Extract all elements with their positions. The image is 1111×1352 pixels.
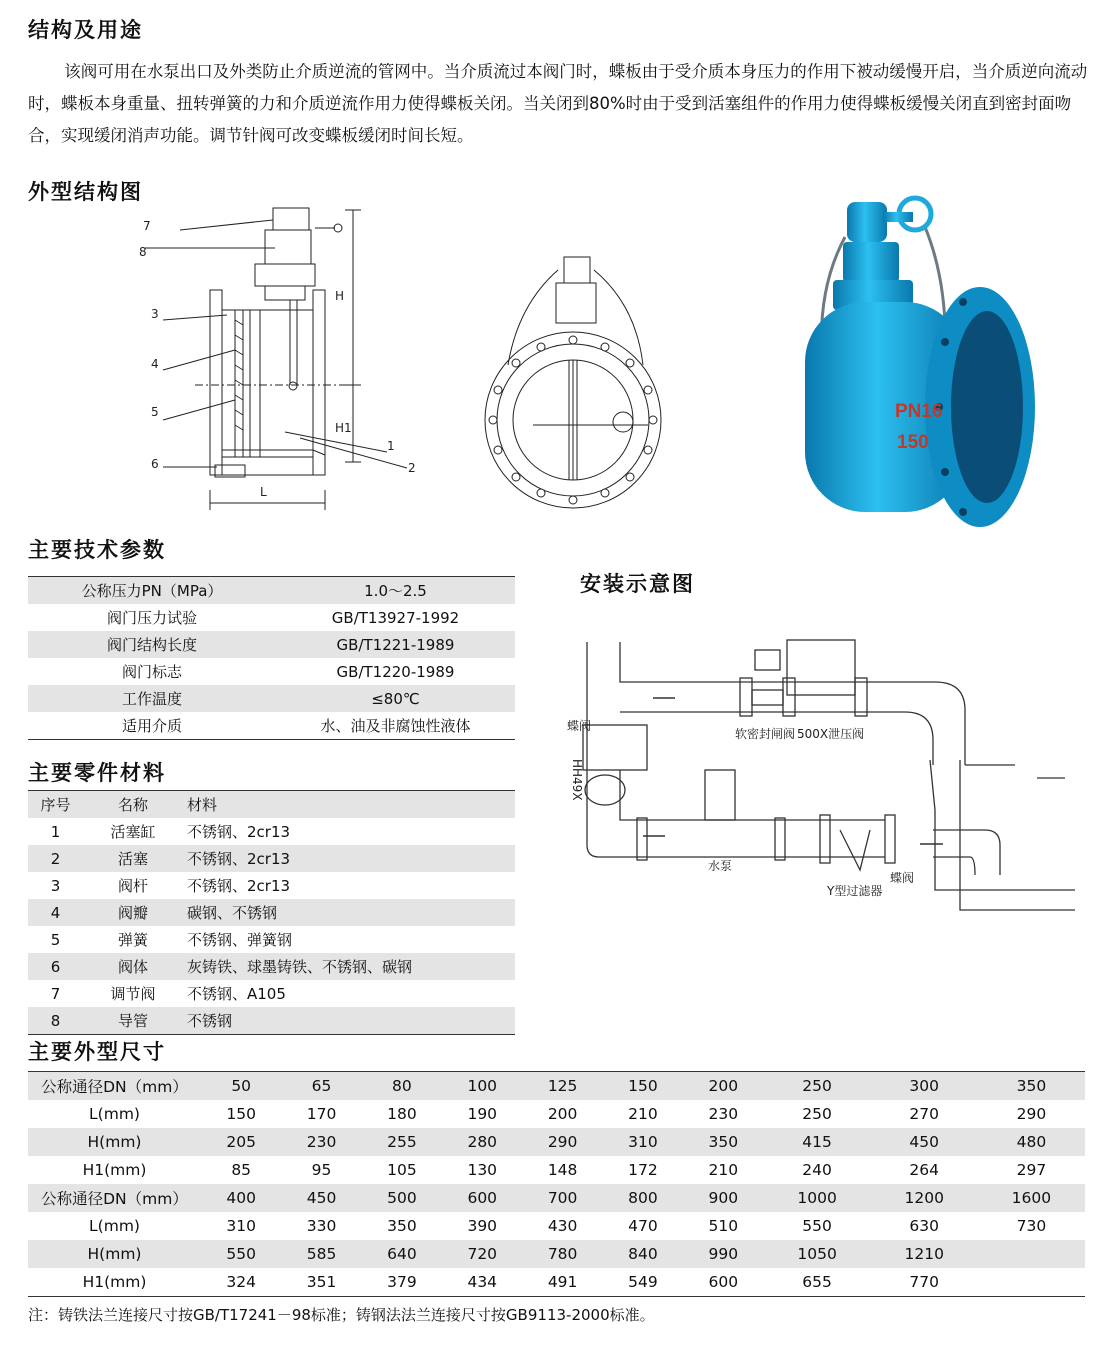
cell-no: 7 bbox=[50, 984, 61, 1003]
dim-cell: 700 bbox=[522, 1184, 602, 1212]
side-section-drawing bbox=[135, 200, 416, 515]
column-header: 名称 bbox=[83, 791, 183, 819]
dim-cell: 730 bbox=[1016, 1217, 1047, 1235]
table-row bbox=[28, 872, 515, 899]
heading-materials: 主要零件材料 bbox=[28, 760, 166, 785]
part-label-5: 5 bbox=[151, 405, 159, 419]
tech-params-table bbox=[28, 576, 515, 740]
dim-cell: 180 bbox=[387, 1105, 417, 1123]
dim-cell: 240 bbox=[802, 1161, 832, 1179]
heading-purpose: 结构及用途 bbox=[28, 17, 143, 42]
dim-cell: 800 bbox=[603, 1184, 683, 1212]
dim-cell: 130 bbox=[467, 1161, 498, 1179]
dim-cell: 350 bbox=[978, 1072, 1085, 1101]
param-value: ≤80℃ bbox=[276, 685, 515, 712]
dim-cell: 990 bbox=[683, 1240, 763, 1268]
valve-pn-mark: PN16 bbox=[895, 401, 943, 422]
dim-cell: 450 bbox=[281, 1184, 361, 1212]
table-row bbox=[28, 818, 515, 845]
intro-text bbox=[28, 56, 1098, 152]
valve-product-image bbox=[785, 192, 1035, 537]
dim-cell: 100 bbox=[442, 1072, 522, 1101]
row-label: L(mm) bbox=[89, 1105, 140, 1123]
row-label: 公称通径DN（mm） bbox=[28, 1184, 201, 1212]
label-pump: 水泵 bbox=[708, 859, 733, 873]
dim-cell: 95 bbox=[311, 1161, 332, 1179]
table-row bbox=[28, 899, 515, 926]
dim-cell: 600 bbox=[442, 1184, 522, 1212]
dim-label-h1: H1 bbox=[335, 421, 352, 435]
dim-cell: 510 bbox=[708, 1217, 739, 1235]
param-value: GB/T1221-1989 bbox=[276, 631, 515, 658]
label-butterfly-right: 蝶阀 bbox=[890, 871, 915, 885]
table-row bbox=[28, 604, 515, 631]
dim-cell: 350 bbox=[387, 1217, 417, 1235]
dim-cell: 200 bbox=[683, 1072, 763, 1101]
cell-name: 活塞 bbox=[83, 845, 183, 872]
dim-cell: 379 bbox=[387, 1273, 417, 1291]
dim-cell: 351 bbox=[306, 1273, 337, 1291]
column-header: 序号 bbox=[28, 791, 83, 819]
dim-cell: 500 bbox=[362, 1184, 442, 1212]
dim-cell: 250 bbox=[802, 1105, 832, 1123]
cell-material: 灰铸铁、球墨铸铁、不锈钢、碳钢 bbox=[183, 953, 515, 980]
footnote: 注：铸铁法兰连接尺寸按GB/T17241－98标准；铸钢法法兰连接尺寸按GB9113-2000标准。 bbox=[28, 1306, 655, 1324]
dim-cell: 170 bbox=[306, 1105, 337, 1123]
dim-cell: 50 bbox=[201, 1072, 281, 1101]
dim-cell: 1210 bbox=[871, 1240, 978, 1268]
dim-cell: 230 bbox=[281, 1128, 361, 1156]
label-model: HH49X bbox=[570, 759, 584, 801]
part-label-8: 8 bbox=[139, 245, 147, 259]
dim-cell: 655 bbox=[802, 1273, 832, 1291]
dim-cell: 480 bbox=[978, 1128, 1085, 1156]
table-row bbox=[28, 980, 515, 1007]
cell-name: 阀瓣 bbox=[83, 899, 183, 926]
cell-name: 活塞缸 bbox=[110, 823, 156, 841]
heading-params: 主要技术参数 bbox=[28, 537, 166, 562]
dim-cell: 85 bbox=[231, 1161, 252, 1179]
part-label-2: 2 bbox=[408, 461, 416, 475]
dim-cell: 205 bbox=[201, 1128, 281, 1156]
cell-material: 不锈钢、A105 bbox=[187, 985, 286, 1003]
dim-cell: 324 bbox=[226, 1273, 256, 1291]
param-name: 适用介质 bbox=[121, 717, 182, 735]
table-row bbox=[28, 1007, 515, 1035]
dim-cell: 125 bbox=[522, 1072, 602, 1101]
dim-label-h: H bbox=[335, 289, 345, 303]
part-label-3: 3 bbox=[151, 307, 159, 321]
table-row bbox=[28, 1240, 1085, 1268]
cell-material: 不锈钢、2cr13 bbox=[183, 845, 515, 872]
column-header: 材料 bbox=[183, 791, 515, 819]
heading-structure: 外型结构图 bbox=[28, 179, 143, 204]
materials-table bbox=[28, 790, 515, 1035]
dim-cell: 148 bbox=[547, 1161, 578, 1179]
dim-cell: 430 bbox=[547, 1217, 578, 1235]
table-row bbox=[28, 685, 515, 712]
cell-no: 6 bbox=[28, 953, 83, 980]
table-row bbox=[28, 845, 515, 872]
dim-cell: 720 bbox=[442, 1240, 522, 1268]
table-row bbox=[28, 1268, 1085, 1297]
dim-cell: 255 bbox=[362, 1128, 442, 1156]
cell-no: 8 bbox=[28, 1007, 83, 1035]
dim-cell: 105 bbox=[387, 1161, 417, 1179]
table-row bbox=[28, 712, 515, 740]
dim-cell: 900 bbox=[683, 1184, 763, 1212]
dim-cell: 1000 bbox=[764, 1184, 871, 1212]
dim-cell: 1050 bbox=[764, 1240, 871, 1268]
cell-material: 碳钢、不锈钢 bbox=[183, 899, 515, 926]
cell-name: 调节阀 bbox=[110, 985, 156, 1003]
dim-cell: 640 bbox=[362, 1240, 442, 1268]
dim-cell: 550 bbox=[802, 1217, 832, 1235]
dim-cell: 470 bbox=[628, 1217, 658, 1235]
dimensions-table bbox=[28, 1071, 1085, 1297]
dim-cell: 630 bbox=[909, 1217, 940, 1235]
dim-cell: 585 bbox=[281, 1240, 361, 1268]
dim-cell: 550 bbox=[201, 1240, 281, 1268]
dim-cell: 1600 bbox=[978, 1184, 1085, 1212]
part-label-6: 6 bbox=[151, 457, 159, 471]
dim-cell: 390 bbox=[467, 1217, 498, 1235]
dim-cell: 150 bbox=[603, 1072, 683, 1101]
param-name: 工作温度 bbox=[28, 685, 276, 712]
table-row bbox=[28, 926, 515, 953]
cell-no: 3 bbox=[50, 876, 61, 895]
dim-cell: 450 bbox=[871, 1128, 978, 1156]
dim-cell: 230 bbox=[708, 1105, 739, 1123]
dim-label-l: L bbox=[260, 485, 267, 499]
dim-cell: 840 bbox=[603, 1240, 683, 1268]
dim-cell: 65 bbox=[281, 1072, 361, 1101]
dim-cell: 310 bbox=[603, 1128, 683, 1156]
row-label: H(mm) bbox=[28, 1128, 201, 1156]
dim-cell: 310 bbox=[226, 1217, 256, 1235]
param-value: GB/T13927-1992 bbox=[331, 608, 460, 627]
dim-cell: 350 bbox=[683, 1128, 763, 1156]
dim-cell: 250 bbox=[764, 1072, 871, 1101]
param-name: 阀门压力试验 bbox=[106, 609, 197, 627]
dim-cell: 434 bbox=[467, 1273, 498, 1291]
valve-dn-mark: 150 bbox=[897, 432, 929, 453]
table-row bbox=[28, 577, 515, 605]
dim-cell bbox=[978, 1240, 1085, 1268]
dim-cell: 415 bbox=[764, 1128, 871, 1156]
row-label: H(mm) bbox=[28, 1240, 201, 1268]
table-row bbox=[28, 1156, 1085, 1184]
param-value: GB/T1220-1989 bbox=[336, 662, 455, 681]
label-relief-valve: 500X泄压阀 bbox=[797, 727, 865, 741]
heading-dimensions: 主要外型尺寸 bbox=[28, 1039, 166, 1064]
part-label-7: 7 bbox=[143, 219, 151, 233]
param-value: 水、油及非腐蚀性液体 bbox=[320, 717, 471, 735]
label-soft-seal-valve: 软密封闸阀 bbox=[735, 727, 796, 741]
dim-cell: 172 bbox=[628, 1161, 658, 1179]
cell-name: 阀体 bbox=[83, 953, 183, 980]
cell-material: 不锈钢、2cr13 bbox=[187, 823, 291, 841]
front-view-drawing bbox=[478, 255, 668, 510]
table-row bbox=[28, 1072, 1085, 1101]
table-row bbox=[28, 1100, 1085, 1128]
dim-cell: 300 bbox=[871, 1072, 978, 1101]
cell-name: 阀杆 bbox=[117, 877, 148, 895]
dim-cell: 280 bbox=[442, 1128, 522, 1156]
cell-no: 4 bbox=[28, 899, 83, 926]
dim-cell: 210 bbox=[708, 1161, 739, 1179]
cell-material: 不锈钢、2cr13 bbox=[187, 877, 291, 895]
cell-no: 1 bbox=[50, 822, 61, 841]
dim-cell: 491 bbox=[547, 1273, 578, 1291]
cell-no: 2 bbox=[28, 845, 83, 872]
cell-material: 不锈钢、弹簧钢 bbox=[187, 931, 293, 949]
dim-cell: 290 bbox=[522, 1128, 602, 1156]
label-strainer: Y型过滤器 bbox=[827, 884, 883, 898]
dim-cell: 400 bbox=[201, 1184, 281, 1212]
intro-paragraph: 该阀可用在水泵出口及外类防止介质逆流的管网中。当介质流过本阀门时，蝶板由于受介质本身压力的作用下被动缓慢开启，当介质逆向流动时，蝶板本身重量、扭转弹簧的力和介质逆流作用力使得蝶板关闭。当关闭到80%时由于受到活塞组件的作用力使得蝶板缓慢关闭直到密封面吻合，实现缓闭消声功能。调节针阀可改变蝶板缓闭时间长短。 bbox=[28, 62, 1088, 145]
cell-material: 不锈钢 bbox=[183, 1007, 515, 1035]
dim-cell: 780 bbox=[522, 1240, 602, 1268]
param-name: 公称压力PN（MPa） bbox=[28, 577, 276, 605]
row-label: H1(mm) bbox=[82, 1161, 147, 1179]
param-name: 阀门结构长度 bbox=[28, 631, 276, 658]
label-butterfly-left: 蝶阀 bbox=[567, 719, 592, 733]
installation-diagram bbox=[565, 630, 1075, 930]
cell-name: 导管 bbox=[83, 1007, 183, 1035]
param-name: 阀门标志 bbox=[121, 663, 182, 681]
param-value: 1.0～2.5 bbox=[276, 577, 515, 605]
row-label: L(mm) bbox=[89, 1217, 140, 1235]
row-label: 公称通径DN（mm） bbox=[28, 1072, 201, 1101]
part-label-4: 4 bbox=[151, 357, 159, 371]
heading-install: 安装示意图 bbox=[580, 571, 695, 596]
dim-cell: 1200 bbox=[871, 1184, 978, 1212]
part-label-1: 1 bbox=[387, 439, 395, 453]
dim-cell: 150 bbox=[226, 1105, 256, 1123]
table-row bbox=[28, 1184, 1085, 1212]
dim-cell: 190 bbox=[467, 1105, 498, 1123]
dim-cell: 297 bbox=[1016, 1161, 1047, 1179]
table-row bbox=[28, 1212, 1085, 1240]
dim-cell: 264 bbox=[909, 1161, 940, 1179]
cell-no: 5 bbox=[50, 930, 61, 949]
dim-cell: 549 bbox=[628, 1273, 658, 1291]
table-row bbox=[28, 658, 515, 685]
dim-cell bbox=[978, 1268, 1085, 1297]
row-label: H1(mm) bbox=[82, 1273, 147, 1291]
table-row bbox=[28, 1128, 1085, 1156]
dim-cell: 290 bbox=[1016, 1105, 1047, 1123]
dim-cell: 210 bbox=[628, 1105, 658, 1123]
table-row bbox=[28, 953, 515, 980]
dim-cell: 770 bbox=[909, 1273, 940, 1291]
cell-name: 弹簧 bbox=[117, 931, 148, 949]
dim-cell: 600 bbox=[708, 1273, 739, 1291]
table-row bbox=[28, 631, 515, 658]
table-header-row bbox=[28, 791, 515, 819]
dim-cell: 270 bbox=[909, 1105, 940, 1123]
dim-cell: 80 bbox=[362, 1072, 442, 1101]
dim-cell: 330 bbox=[306, 1217, 337, 1235]
dim-cell: 200 bbox=[547, 1105, 578, 1123]
